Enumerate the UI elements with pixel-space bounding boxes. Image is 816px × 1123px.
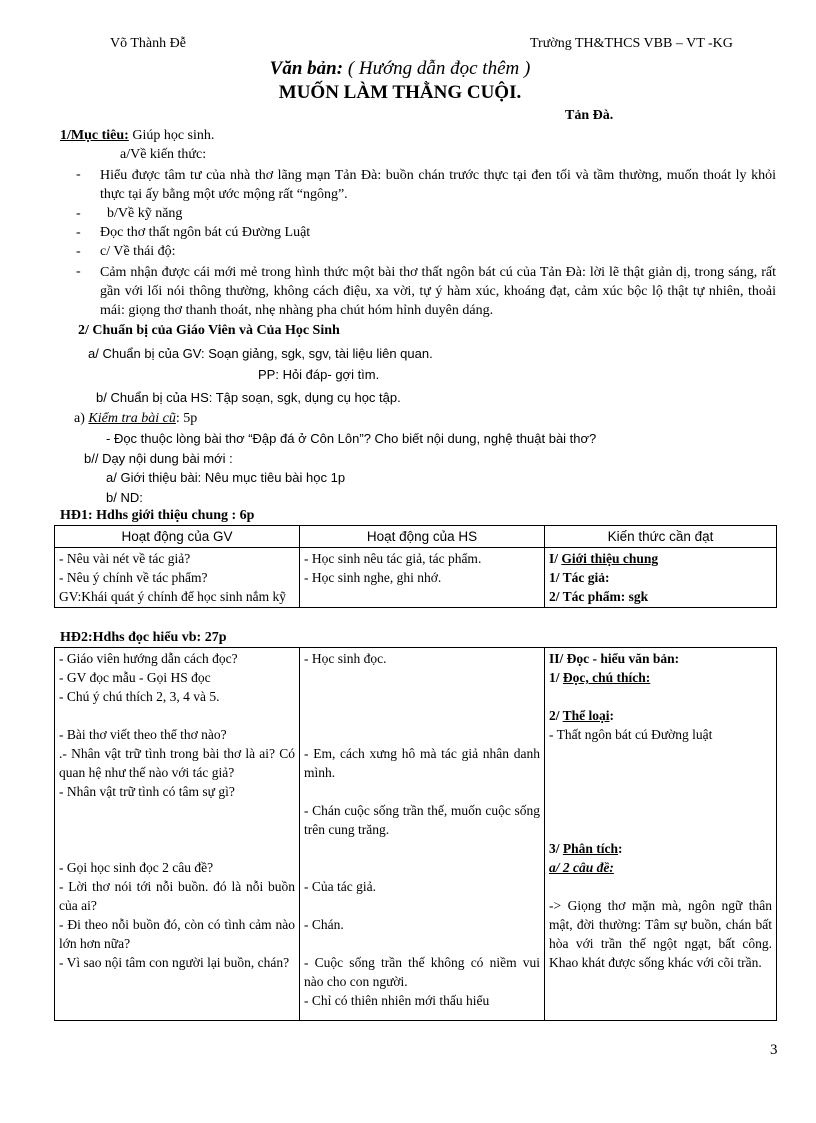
table-header-row [55, 526, 777, 548]
hd1-student-line: - Học sinh nghe, ghi nhớ. [304, 570, 442, 585]
header-school: Trường TH&THCS VBB – VT -KG [530, 36, 733, 51]
hd2-teacher-cell [55, 648, 300, 1021]
document-type-label: Văn bản: [269, 58, 344, 79]
spacer [549, 801, 772, 820]
check-prefix: a) [74, 411, 89, 426]
spacer [549, 744, 772, 763]
hd2-opening-analysis: -> Giọng thơ mặn mà, ngôn ngữ thân mật, đời thường: Tâm sự buồn, chán bất hòa với trần thế ngột ngạt, bất công. Khao khát được sống khác với cõi trần. [549, 898, 772, 970]
hd1-knowledge-heading [549, 549, 772, 568]
spacer [549, 820, 772, 839]
hd2-teacher-line: - Giáo viên hướng dẫn cách đọc? [59, 651, 238, 666]
check-time: : 5p [175, 411, 198, 426]
hd2-knowledge-cell [545, 648, 777, 1021]
bullet-dash: - [76, 244, 81, 259]
column-header-teacher: Hoạt động của GV [55, 526, 300, 548]
spacer [549, 877, 772, 896]
hd2-genre-label: Thể loại [562, 708, 610, 723]
hd1-knowledge-work: 2/ Tác phẩm: sgk [549, 589, 649, 604]
document-type-note: ( Hướng dẫn đọc thêm ) [343, 58, 531, 79]
spacer [304, 858, 540, 877]
hd2-teacher-line: - GV đọc mẫu - Gọi HS đọc [59, 670, 211, 685]
hd2-student-line: - Chán. [304, 917, 344, 932]
bullet-dash: - [76, 264, 81, 279]
column-header-student: Hoạt động của HS [300, 526, 545, 548]
hd2-student-cell [300, 648, 545, 1021]
hd2-teacher-line: - Vì sao nội tâm con người lại buồn, chán? [59, 955, 290, 970]
hd1-title: HĐ1: Hdhs giới thiệu chung : 6p [60, 508, 255, 523]
skills-label: b/Về kỹ năng [107, 206, 183, 221]
hd2-teacher-line: .- Nhân vật trữ tình trong bài thơ là ai? Có quan hệ như thế nào với tác giả? [59, 746, 295, 780]
check-old-lesson [74, 410, 197, 428]
hd2-teacher-line: - Nhân vật trữ tình có tâm sự gì? [59, 784, 235, 799]
attitude-label: c/ Về thái độ: [100, 244, 176, 259]
spacer [304, 782, 540, 801]
hd1-student-line: - Học sinh nêu tác giả, tác phẩm. [304, 551, 482, 566]
hd2-reading-notes [549, 668, 772, 687]
knowledge-label: a/Về kiến thức: [120, 147, 207, 162]
document-type-line [0, 58, 800, 80]
prep-method: PP: Hỏi đáp- gợi tìm. [258, 367, 380, 382]
hd2-genre [549, 706, 772, 725]
spacer [549, 763, 772, 782]
hd1-teacher-cell [55, 548, 300, 608]
skills-text: Đọc thơ thất ngôn bát cú Đường Luật [100, 225, 311, 240]
objectives-heading-rest: Giúp học sinh. [128, 128, 215, 143]
hd2-reading-prefix: 1/ [549, 670, 563, 685]
lesson-intro: a/ Giới thiệu bài: Nêu mục tiêu bài học 1p [106, 470, 346, 485]
spacer [59, 801, 295, 820]
lesson-content-label: b/ ND: [106, 490, 143, 505]
hd2-analysis-suffix: : [618, 841, 623, 856]
hd2-reading-label: Đọc, chú thích: [562, 670, 651, 685]
hd2-student-line: - Chán cuộc sống trần thế, muốn cuộc sống trên cung trăng. [304, 803, 540, 837]
bullet-dash: - [76, 206, 81, 221]
hd2-table [54, 647, 777, 1021]
hd2-teacher-line: - Đi theo nỗi buồn đó, còn có tình cảm nào lớn hơn nữa? [59, 917, 295, 951]
prep-teacher: a/ Chuẩn bị của GV: Soạn giảng, sgk, sgv, tài liệu liên quan. [88, 346, 433, 361]
knowledge-text: Hiểu được tâm tư của nhà thơ lãng mạn Tản Đà: buồn chán trước thực tại đen tối và tầm thường, muốn thoát ly khỏi thực tại ấy bằng một ước mộng rất “ngông”. [100, 168, 776, 202]
hd2-analysis-label: Phân tích [562, 841, 619, 856]
spacer [304, 839, 540, 858]
bullet-dash: - [76, 167, 81, 182]
column-header-knowledge: Kiến thức cần đạt [545, 526, 777, 548]
spacer [549, 687, 772, 706]
spacer [304, 934, 540, 953]
page-title: MUỐN LÀM THẰNG CUỘI. [278, 82, 522, 103]
hd1-knowledge-heading-prefix: I/ [549, 551, 562, 566]
prep-heading: 2/ Chuẩn bị của Giáo Viên và Của Học Sinh [78, 323, 340, 338]
objectives-heading-label: 1/Mục tiêu: [60, 128, 129, 143]
hd1-teacher-line: - Nêu ý chính về tác phẩm? [59, 570, 208, 585]
spacer [304, 706, 540, 725]
hd2-analysis [549, 839, 772, 858]
hd1-student-cell [300, 548, 545, 608]
hd2-opening-couplet: a/ 2 câu đề: [549, 860, 614, 875]
hd2-teacher-line: - Gọi học sinh đọc 2 câu đề? [59, 860, 214, 875]
spacer [304, 725, 540, 744]
attitude-text: Cảm nhận được cái mới mẻ trong hình thức một bài thơ thất ngôn bát cú của Tản Đà: lời lẽ thật giản dị, trong sáng, rất gần với lối nói thông thường, không cách điệu, xa vời, tự ý hàm xúc, khoáng đạt, cảm xúc bộc lộ thật tự nhiên, thoải mái: giọng thơ thanh thoát, nhẹ nhàng pha chút hóm hỉnh duyên dáng. [100, 265, 776, 318]
page-number: 3 [770, 1042, 778, 1058]
hd2-teacher-line: - Bài thơ viết theo thể thơ nào? [59, 727, 227, 742]
hd2-student-line: - Em, cách xưng hô mà tác giả nhân danh mình. [304, 746, 540, 780]
hd2-teacher-line: - Chú ý chú thích 2, 3, 4 và 5. [59, 689, 220, 704]
hd1-knowledge-author: 1/ Tác giả: [549, 570, 610, 585]
table-row [55, 548, 777, 608]
check-label: Kiểm tra bài cũ [88, 411, 176, 426]
spacer [59, 839, 295, 858]
hd2-analysis-prefix: 3/ [549, 841, 563, 856]
hd2-student-line: - Học sinh đọc. [304, 651, 387, 666]
hd1-knowledge-heading-label: Giới thiệu chung [561, 551, 659, 566]
prep-student: b/ Chuẩn bị của HS: Tập soạn, sgk, dụng cụ học tập. [96, 390, 401, 405]
bullet-dash: - [76, 225, 81, 240]
spacer [549, 782, 772, 801]
hd1-teacher-line: GV:Khái quát ý chính để học sinh nắm kỹ [59, 589, 286, 604]
new-lesson: b// Dạy nội dung bài mới : [84, 451, 233, 466]
spacer [59, 820, 295, 839]
hd1-knowledge-cell [545, 548, 777, 608]
hd2-genre-suffix: : [609, 708, 615, 723]
header-author: Võ Thành Đễ [110, 36, 186, 51]
hd2-knowledge-heading: II/ Đọc - hiểu văn bản: [549, 651, 680, 666]
hd2-title: HĐ2:Hdhs đọc hiểu vb: 27p [60, 630, 227, 645]
hd2-student-line: - Cuộc sống trần thế không có niềm vui nào cho con người. [304, 955, 540, 989]
spacer [59, 706, 295, 725]
hd1-teacher-line: - Nêu vài nét về tác giả? [59, 551, 191, 566]
hd2-genre-value: - Thất ngôn bát cú Đường luật [549, 727, 713, 742]
objectives-heading [60, 127, 214, 145]
spacer [304, 687, 540, 706]
spacer [304, 668, 540, 687]
poet-name: Tản Đà. [565, 108, 614, 123]
hd2-student-line: - Của tác giả. [304, 879, 376, 894]
table-row [55, 648, 777, 1021]
hd1-table [54, 525, 777, 608]
spacer [304, 896, 540, 915]
check-question: - Đọc thuộc lòng bài thơ “Đập đá ở Côn Lôn”? Cho biết nội dung, nghệ thuật bài thơ? [106, 431, 597, 446]
hd2-teacher-line: - Lời thơ nói tới nỗi buồn. đó là nỗi buồn của ai? [59, 879, 295, 913]
hd2-student-line: - Chỉ có thiên nhiên mới thấu hiểu [304, 993, 490, 1008]
hd2-genre-prefix: 2/ [549, 708, 563, 723]
